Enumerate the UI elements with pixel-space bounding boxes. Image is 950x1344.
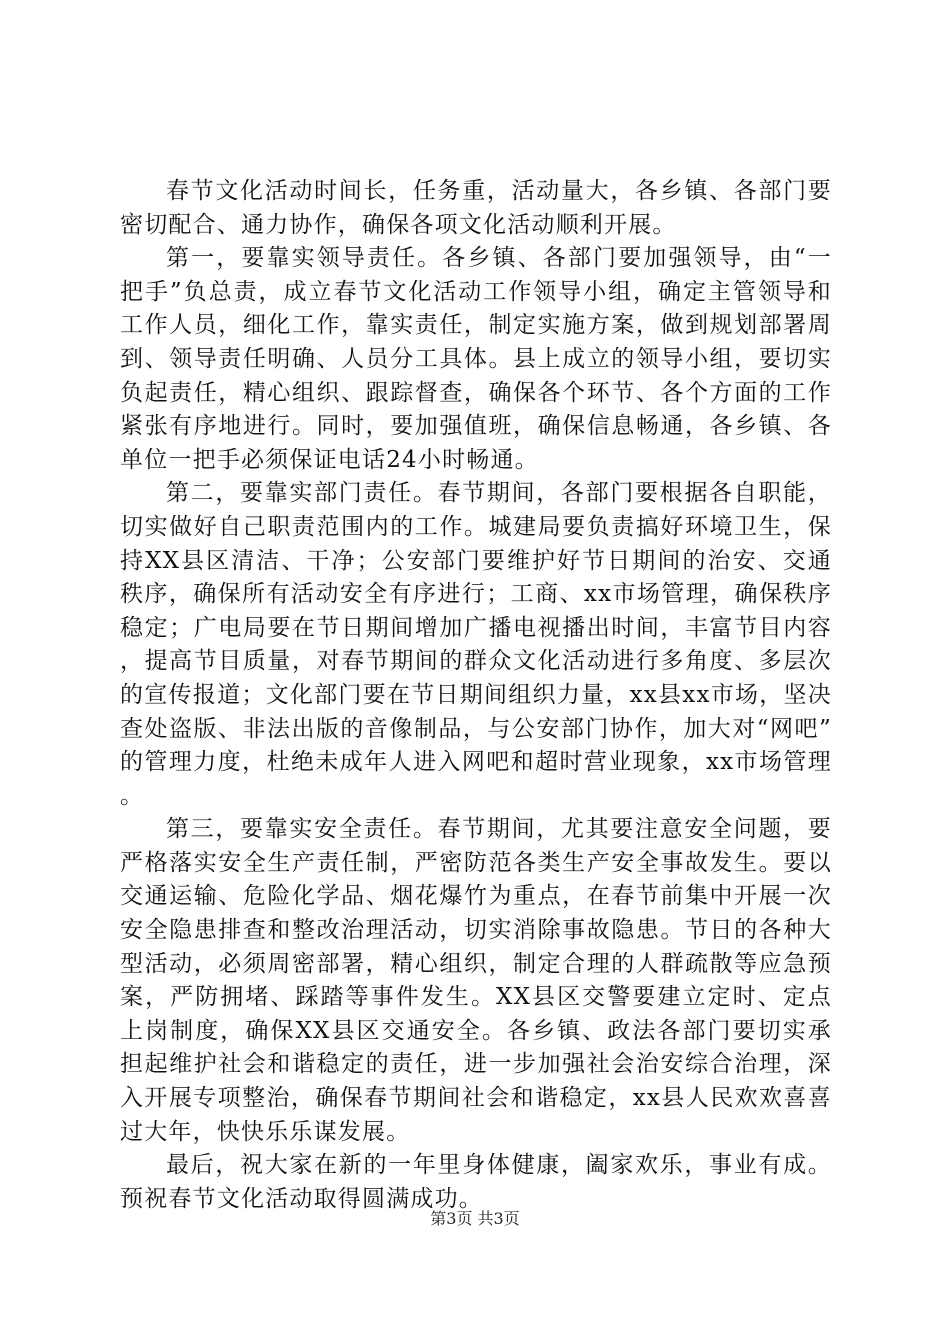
page-footer: 第3页 共3页 (430, 1209, 520, 1228)
paragraph-first-leadership: 第一，要靠实领导责任。各乡镇、各部门要加强领导，由“一把手”负总责，成立春节文化活动工作领导小组，确定主管领导和工作人员，细化工作，靠实责任，制定实施方案，做到规划部署周到、领导责任明确、人员分工具体。县上成立的领导小组，要切实负起责任，精心组织、跟踪督查，确保各个环节、各个方面的工作紧张有序地进行。同时，要加强值班，确保信息畅通，各乡镇、各单位一把手必须保证电话24小时畅通。 (120, 245, 832, 473)
paragraph-third-safety: 第三，要靠实安全责任。春节期间，尤其要注意安全问题，要严格落实安全生产责任制，严密防范各类生产安全事故发生。要以交通运输、危险化学品、烟花爆竹为重点，在春节前集中开展一次安全隐患排查和整改治理活动，切实消除事故隐患。节日的各种大型活动，必须周密部署，精心组织，制定合理的人群疏散等应急预案，严防拥堵、踩踏等事件发生。XX县区交警要建立定时、定点上岗制度，确保XX县区交通安全。各乡镇、政法各部门要切实承担起维护社会和谐稳定的责任，进一步加强社会治安综合治理，深入开展专项整治，确保春节期间社会和谐稳定，xx县人民欢欢喜喜过大年，快快乐乐谋发展。 (120, 816, 832, 1145)
paragraph-intro: 春节文化活动时间长，任务重，活动量大，各乡镇、各部门要密切配合、通力协作，确保各项文化活动顺利开展。 (120, 178, 832, 238)
paragraph-closing: 最后，祝大家在新的一年里身体健康，阖家欢乐，事业有成。预祝春节文化活动取得圆满成功。 (120, 1152, 832, 1212)
document-body (120, 175, 832, 1216)
paragraph-second-departments: 第二，要靠实部门责任。春节期间，各部门要根据各自职能，切实做好自己职责范围内的工作。城建局要负责搞好环境卫生，保持XX县区清洁、干净；公安部门要维护好节日期间的治安、交通秩序，确保所有活动安全有序进行；工商、xx市场管理，确保秩序稳定；广电局要在节日期间增加广播电视播出时间，丰富节目内容，提高节目质量，对春节期间的群众文化活动进行多角度、多层次的宣传报道；文化部门要在节日期间组织力量，xx县xx市场，坚决查处盗版、非法出版的音像制品，与公安部门协作，加大对“网吧”的管理力度，杜绝未成年人进入网吧和超时营业现象，xx市场管理。 (120, 480, 832, 809)
